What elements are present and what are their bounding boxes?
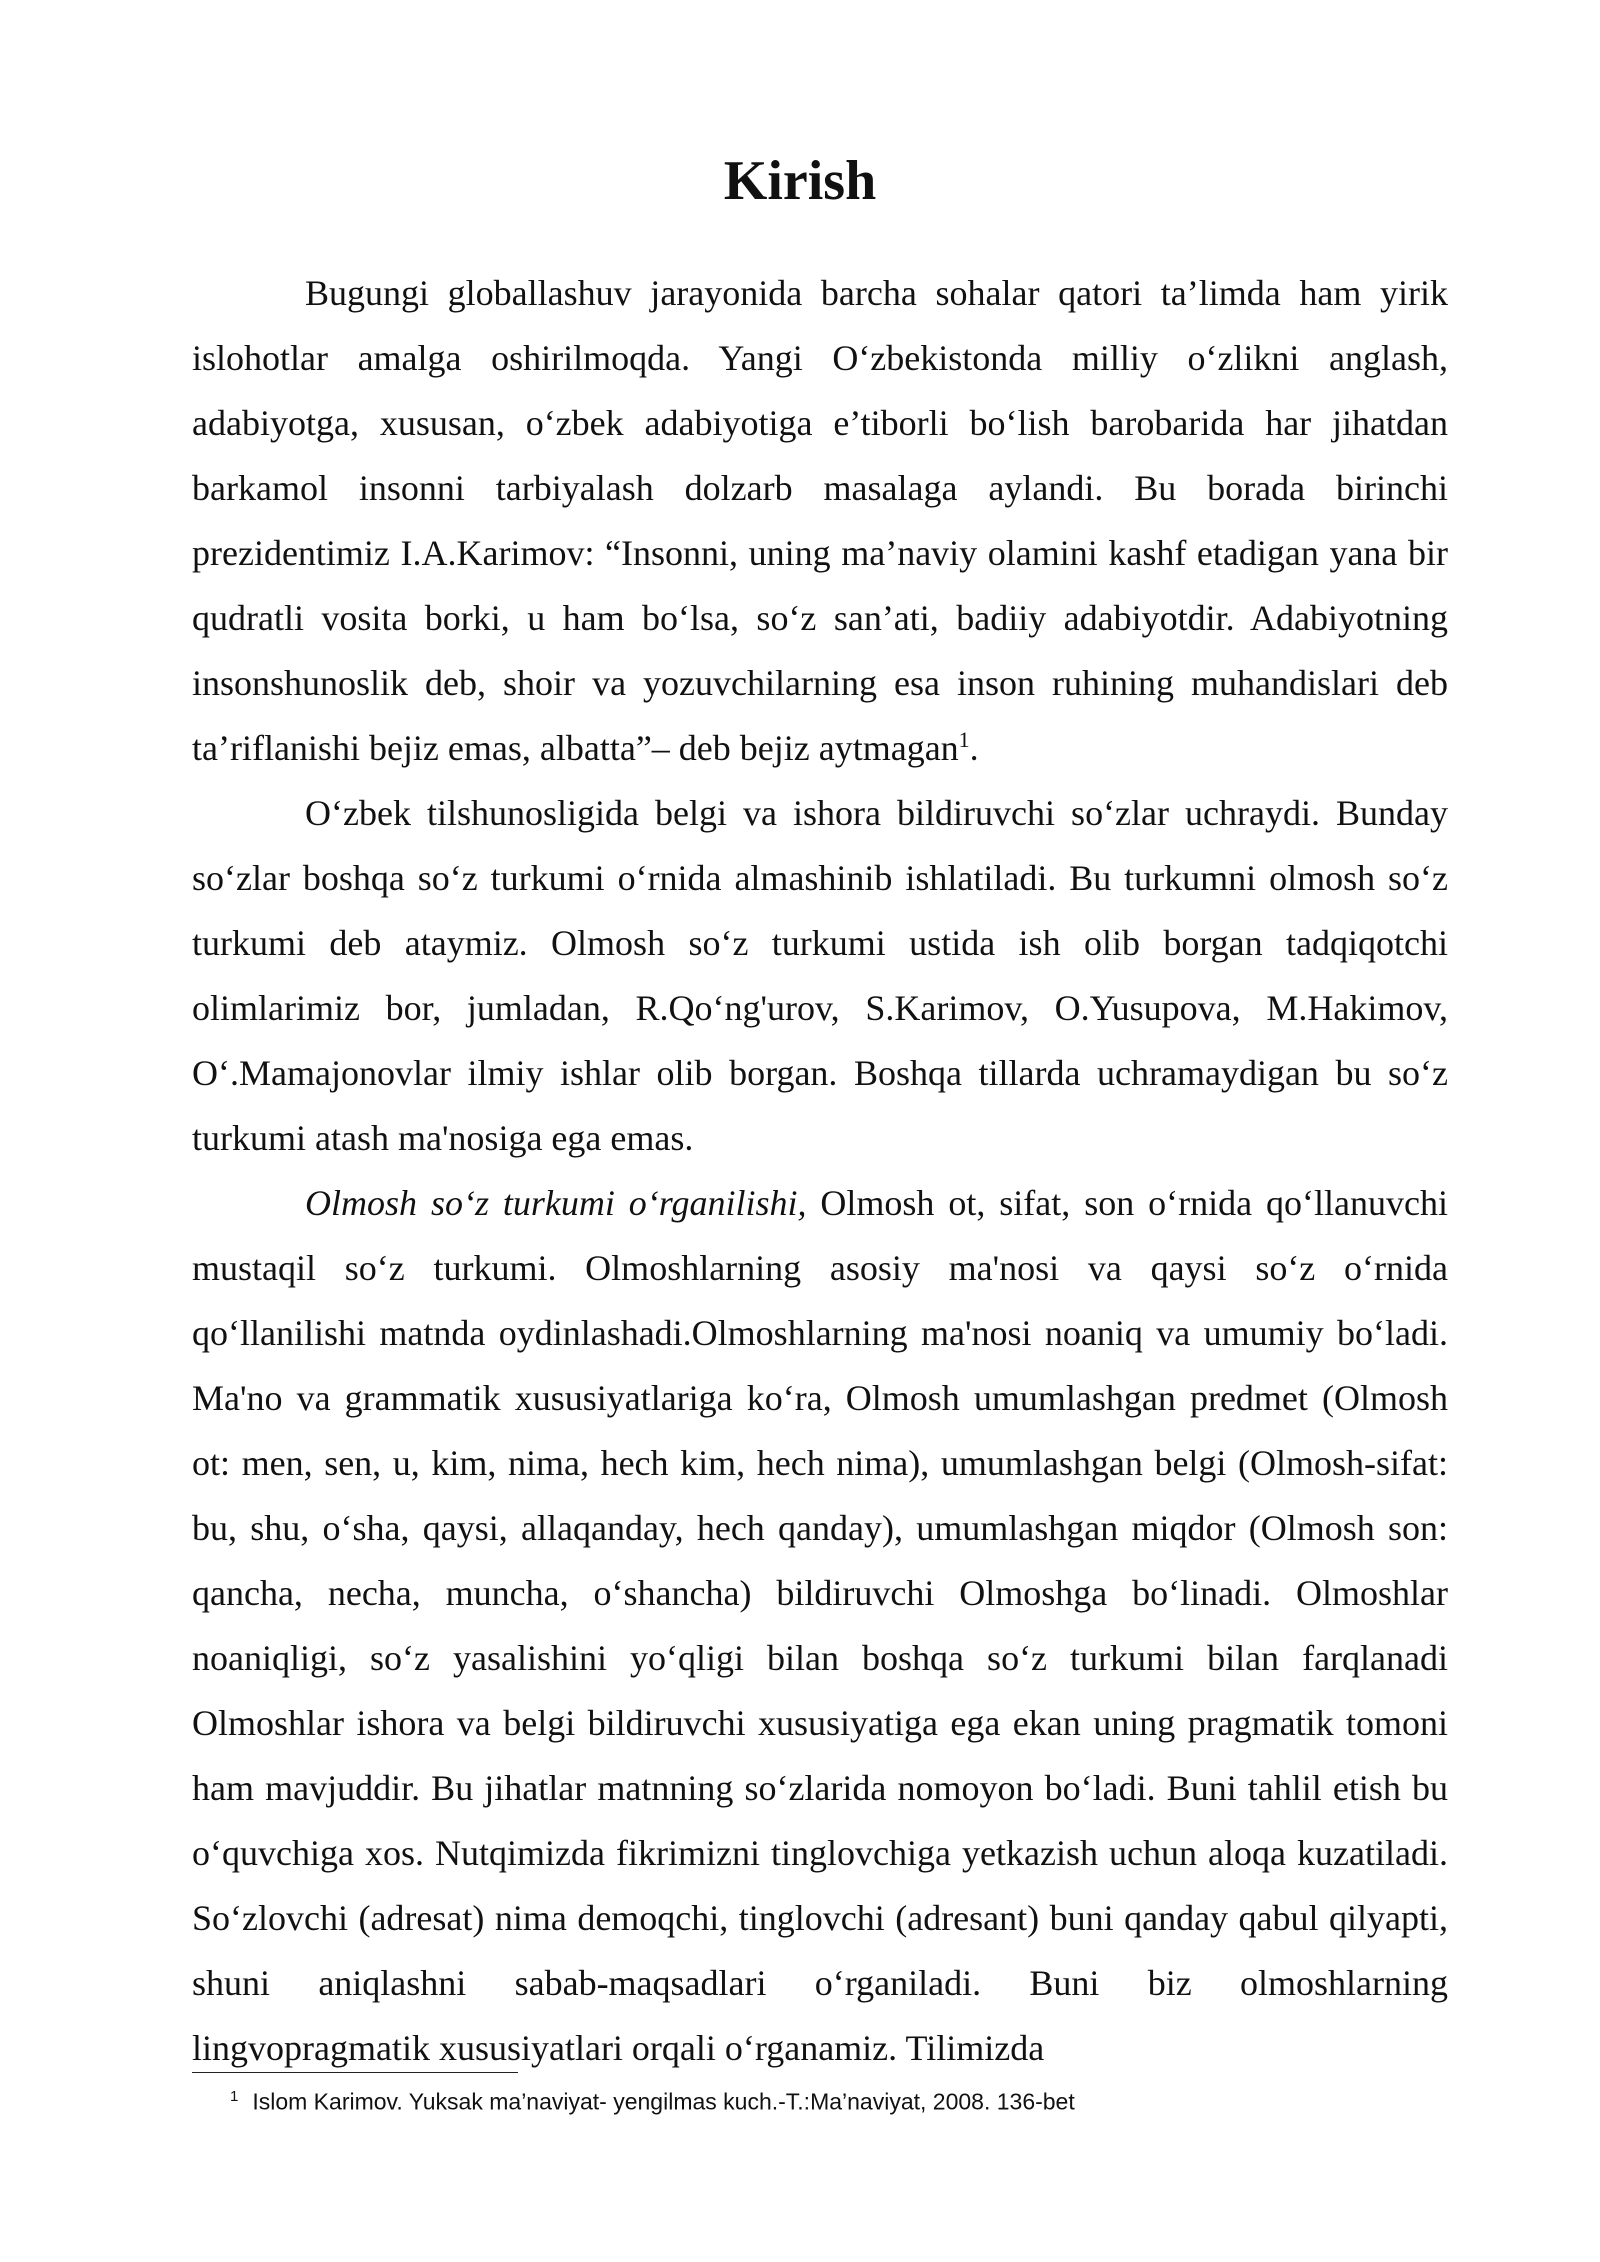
footnote-number: 1 [230,2088,239,2105]
page-title: Kirish [723,150,877,212]
body-text [192,261,1448,2081]
paragraph-2: O‘zbek tilshunosligida belgi va ishora bildiruvchi so‘zlar uchraydi. Bunday so‘zlar boshqa so‘z turkumi o‘rnida almashinib ishlatiladi. Bu turkumni olmosh so‘z turkumi deb ataymiz. Olmosh so‘z turkumi ustida ish olib borgan tadqiqotchi olimlarimiz bor, jumladan, R.Qo‘ng'urov, S.Karimov, O.Yusupova, M.Hakimov, O‘.Mamajonovlar ilmiy ishlar olib borgan. Boshqa tillarda uchramaydigan bu so‘z turkumi atash ma'nosiga ega emas. [192,793,1448,1158]
paragraph-1-text: Bugungi globallashuv jarayonida barcha sohalar qatori ta’limda ham yirik islohotlar amalga oshirilmoqda. Yangi O‘zbekistonda milliy o‘zlikni anglash, adabiyotga, xususan, o‘zbek adabiyotiga e’tiborli bo‘lish barobarida har jihatdan barkamol insonni tarbiyalash dolzarb masalaga aylandi. Bu borada birinchi prezidentimiz I.A.Karimov: “Insonni, uning ma’naviy olamini kashf etadigan yana bir qudratli vosita borki, u ham bo‘lsa, so‘z san’ati, badiiy adabiyotdir. Adabiyotning insonshunoslik deb, shoir va yozuvchilarning esa inson ruhining muhandislari deb ta’riflanishi bejiz emas, albatta”– deb bejiz aytmagan [192,273,1448,768]
footnote-text: Islom Karimov. Yuksak ma’naviyat- yengilmas kuch.-T.:Ma’naviyat, 2008. 136-bet [252,2088,1075,2115]
paragraph-1-end: . [969,728,979,768]
paragraph-3-text: Olmosh ot, sifat, son o‘rnida qo‘llanuvchi mustaqil so‘z turkumi. Olmoshlarning asosiy ma'nosi va qaysi so‘z o‘rnida qo‘llanilishi matnda oydinlashadi.Olmoshlarning ma'nosi noaniq va umumiy bo‘ladi. Ma'no va grammatik xususiyatlariga ko‘ra, Olmosh umumlashgan predmet (Olmosh ot: men, sen, u, kim, nima, hech kim, hech nima), umumlashgan belgi (Olmosh-sifat: bu, shu, o‘sha, qaysi, allaqanday, hech qanday), umumlashgan miqdor (Olmosh son: qancha, necha, muncha, o‘shancha) bildiruvchi Olmoshga bo‘linadi. Olmoshlar noaniqligi, so‘z yasalishini yo‘qligi bilan boshqa so‘z turkumi bilan farqlanadi Olmoshlar ishora va belgi bildiruvchi xususiyatiga ega ekan uning pragmatik tomoni ham mavjuddir. Bu jihatlar matnning so‘zlarida nomoyon bo‘ladi. Buni tahlil etish bu o‘quvchiga xos. Nutqimizda fikrimizni tinglovchiga yetkazish uchun aloqa kuzatiladi. So‘zlovchi (adresat) nima demoqchi, tinglovchi (adresant) buni qanday qabul qilyapti, shuni aniqlashni sabab-maqsadlari o‘rganiladi. Buni biz olmoshlarning lingvopragmatik xususiyatlari orqali o‘rganamiz. Tilimizda [192,1183,1448,2068]
paragraph-3-italic-lead: Olmosh so‘z turkumi o‘rganilishi, [305,1183,807,1223]
paragraph-1 [192,261,1448,781]
paragraph-3 [192,1171,1448,2081]
footnote-separator [192,2072,518,2073]
footnote-reference: 1 [958,727,970,752]
footnote [230,2082,1075,2117]
